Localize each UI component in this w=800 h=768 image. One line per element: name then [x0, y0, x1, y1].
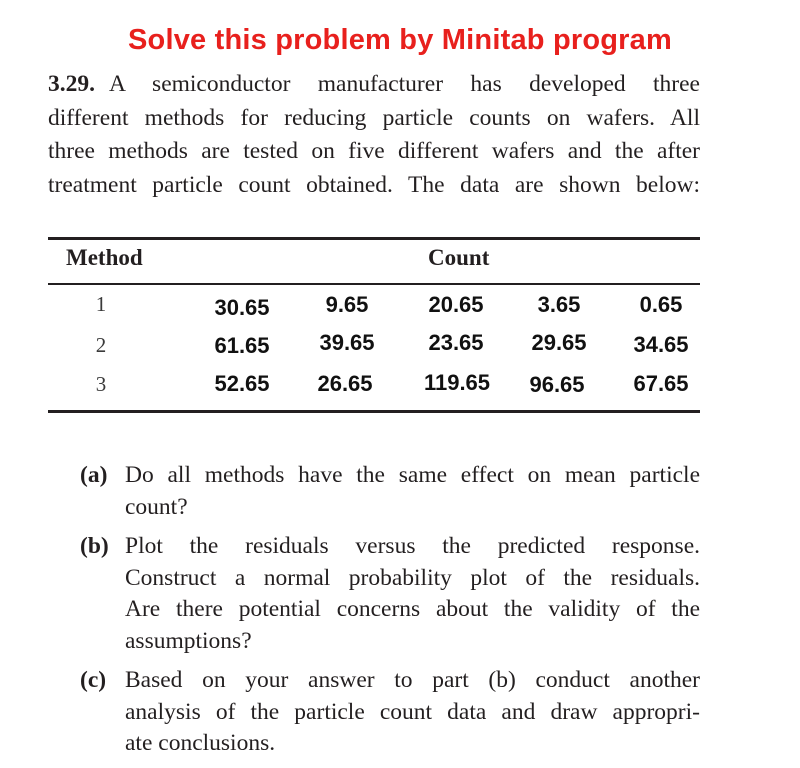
question-list	[80, 460, 700, 768]
question-letter: (a)	[80, 462, 108, 488]
question-line: analysis of the particle count data and draw appropri-	[125, 698, 700, 725]
problem-line-3: three methods are tested on five different wafers and the after	[48, 138, 700, 164]
question-line: ate conclusions.	[125, 730, 276, 756]
problem-line-2: different methods for reducing particle counts on wafers. All	[48, 104, 700, 131]
count-cell: 0.65	[639, 292, 683, 317]
count-cell: 3.65	[537, 292, 581, 317]
question-line: count?	[125, 493, 188, 520]
count-cell: 39.65	[319, 330, 375, 355]
question-line: Do all methods have the same effect on mean particle	[125, 462, 700, 488]
table-header-rule	[48, 283, 700, 285]
count-cell: 61.65	[214, 333, 270, 358]
count-cell: 26.65	[317, 371, 373, 396]
count-cell: 119.65	[423, 370, 491, 395]
table-top-rule	[48, 237, 700, 240]
count-cell: 9.65	[325, 292, 369, 317]
question-line: Construct a normal probability plot of the residuals.	[125, 564, 700, 591]
count-cell: 20.65	[428, 292, 484, 317]
question-line: Are there potential concerns about the validity of the	[125, 596, 700, 622]
method-column-header: Method	[66, 245, 143, 270]
question-a	[80, 460, 700, 523]
question-letter: (c)	[80, 667, 107, 693]
problem-line-1	[48, 68, 700, 102]
count-cell: 67.65	[633, 371, 689, 396]
question-line: Based on your answer to part (b) conduct another	[125, 667, 700, 693]
count-cell: 29.65	[531, 330, 587, 355]
method-label-2: 2	[95, 333, 107, 357]
method-label-3: 3	[95, 372, 107, 396]
problem-number: 3.29.	[48, 71, 95, 97]
count-cell: 52.65	[214, 371, 270, 396]
count-cell: 23.65	[428, 330, 484, 355]
question-letter: (b)	[80, 533, 109, 559]
problem-text-1: A semiconductor manufacturer has developed three	[109, 71, 700, 97]
count-column-header: Count	[428, 245, 490, 270]
question-line: Plot the residuals versus the predicted response.	[125, 533, 700, 559]
problem-line-4: treatment particle count obtained. The data are shown below:	[48, 171, 700, 198]
count-cell: 96.65	[529, 372, 585, 397]
table-bottom-rule	[48, 410, 700, 413]
question-c	[80, 665, 700, 760]
instruction-banner: Solve this problem by Minitab program	[128, 24, 672, 56]
question-line: assumptions?	[125, 627, 252, 654]
problem-statement	[48, 68, 700, 202]
count-cell: 30.65	[214, 295, 270, 320]
count-cell: 34.65	[633, 332, 689, 357]
question-b	[80, 531, 700, 657]
method-label-1: 1	[95, 292, 107, 316]
